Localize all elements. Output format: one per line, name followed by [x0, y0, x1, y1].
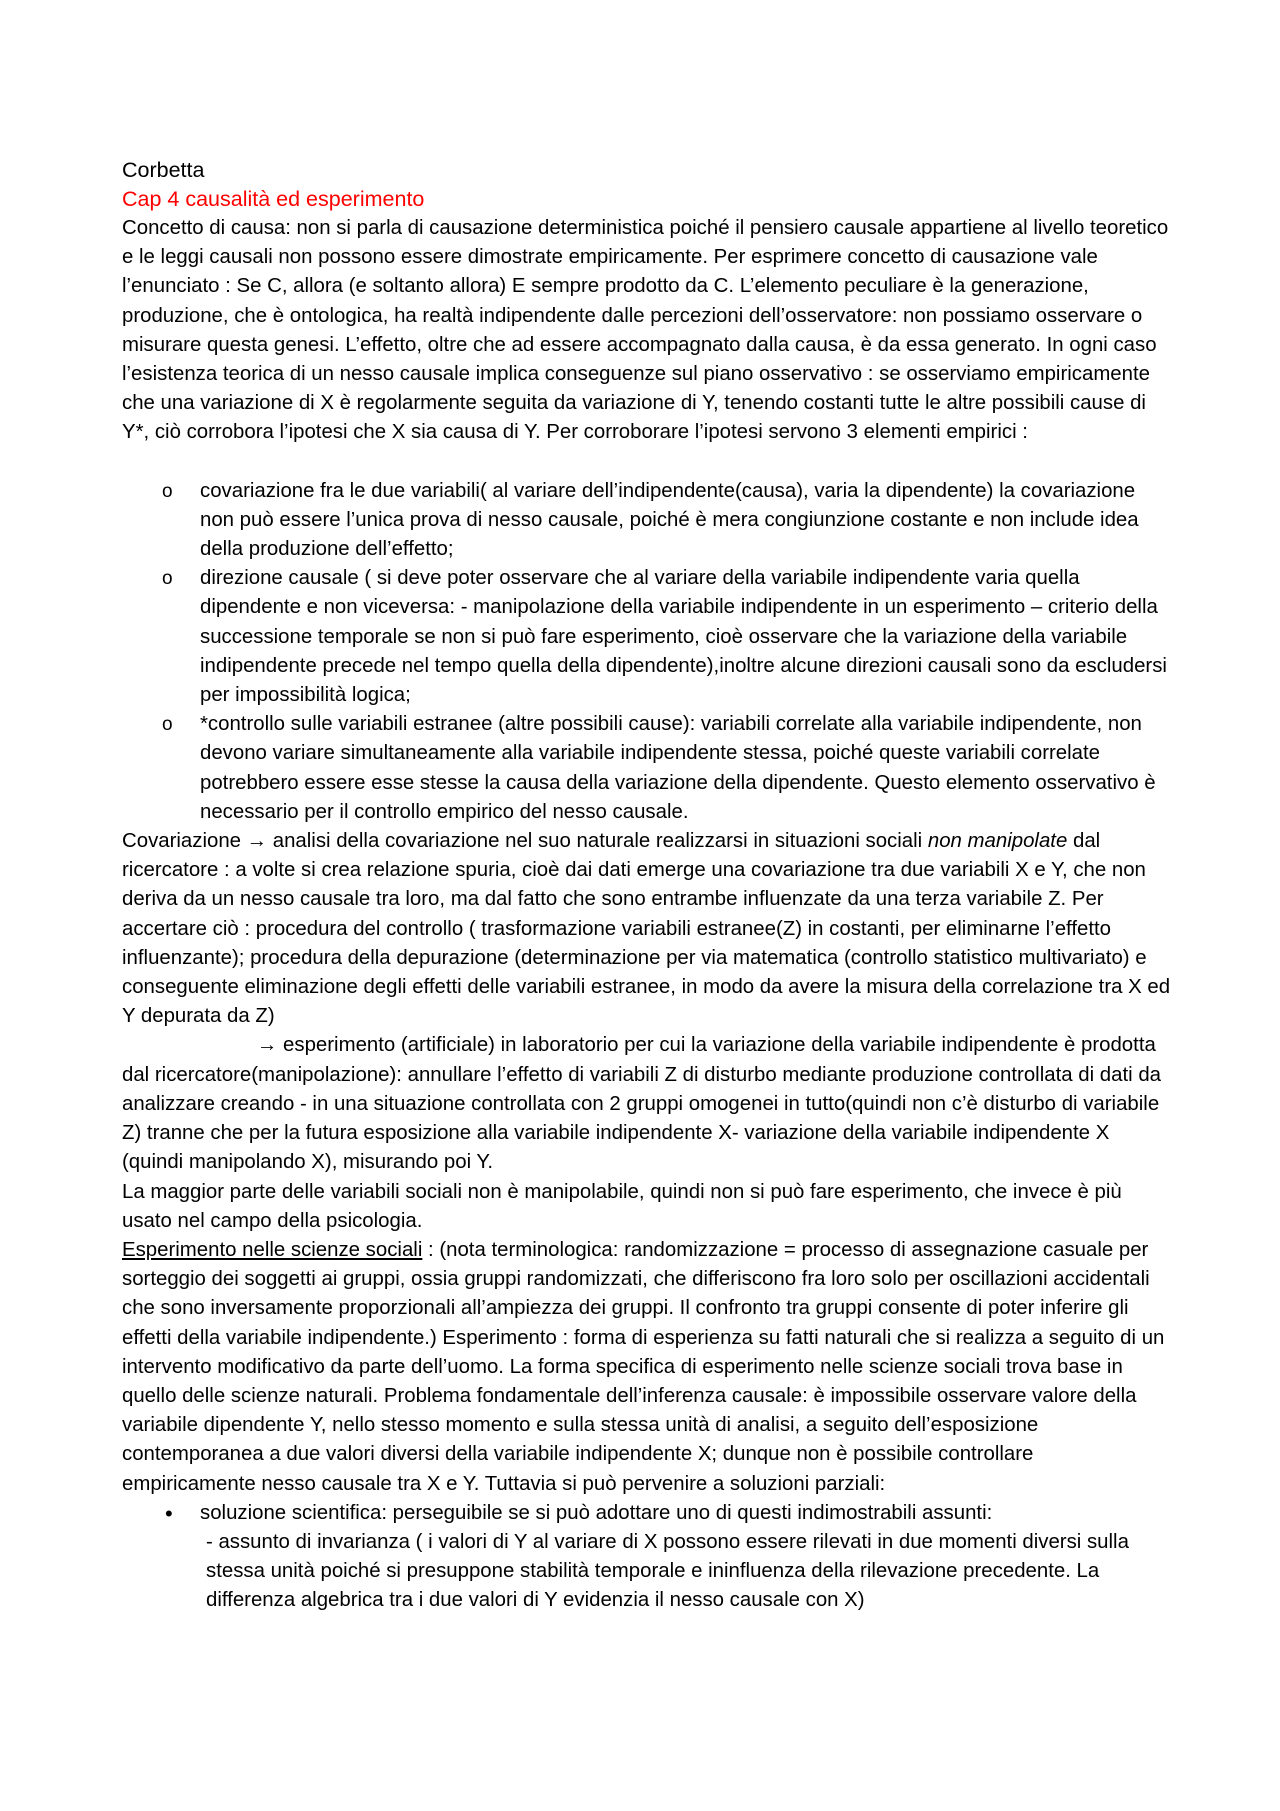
- chapter-title: Cap 4 causalità ed esperimento: [122, 187, 425, 211]
- author-heading: Corbetta: [122, 158, 205, 182]
- empirical-elements-list: [122, 477, 1172, 827]
- arrow-right-icon: →: [257, 1034, 278, 1057]
- list-item: [122, 710, 1172, 827]
- bullet-dot-icon: •: [165, 1500, 173, 1526]
- section-heading: Esperimento nelle scienze sociali: [122, 1238, 423, 1261]
- covariazione-text: analisi della covariazione nel suo naturale realizzarsi in situazioni sociali: [267, 830, 928, 853]
- esperimento-sociale-paragraph: [122, 1236, 1172, 1499]
- list-item: [122, 564, 1172, 710]
- document-content: [122, 156, 1172, 1616]
- covariazione-paragraph: [122, 827, 1172, 1031]
- sub-item-text: - assunto di invarianza ( i valori di Y al variare di X possono essere rilevati in due momenti diversi sulla stessa unità poiché si presuppone stabilità temporale e ininfluenza della rilevazione precedente. La differenza algebrica tra i due valori di Y evidenzia il nesso causale con X): [206, 1530, 1129, 1612]
- list-item: [122, 1499, 1172, 1616]
- list-item-text: soluzione scientifica: perseguibile se si può adottare uno di questi indimostrabili assunti:: [200, 1501, 993, 1524]
- circle-bullet-icon: o: [162, 568, 173, 590]
- soluzioni-list: [122, 1499, 1172, 1616]
- maggior-parte-paragraph: La maggior parte delle variabili sociali non è manipolabile, quindi non si può fare esperimento, che invece è più usato nel campo della psicologia.: [122, 1180, 1122, 1232]
- list-item-text: direzione causale ( si deve poter osservare che al variare della variabile indipendente varia quella dipendente e non viceversa: - manipolazione della variabile indipendente in un esperimento – criterio della successione temporale se non si può fare esperimento, cioè osservare che la variazione della variabile indipendente precede nel tempo quella della dipendente),inoltre alcune direzioni causali sono da escludersi per impossibilità logica;: [200, 567, 1167, 707]
- blank-line: [122, 448, 1172, 477]
- list-item-text: covariazione fra le due variabili( al variare dell’indipendente(causa), varia la dipendente) la covariazione non può essere l’unica prova di nesso causale, poiché è mera congiunzione costante e non include idea della produzione dell’effetto;: [200, 479, 1139, 561]
- esperimento-sociale-text: : (nota terminologica: randomizzazione = processo di assegnazione casuale per sorteggio dei soggetti ai gruppi, ossia gruppi randomizzati, che differiscono fra loro solo per oscillazioni accidentali che sono inversamente proporzionali all’ampiezza dei gruppi. Il confronto tra gruppi consente di poter inferire gli effetti della variabile indipendente.) Esperimento : forma di esperienza su fatti naturali che si realizza a seguito di un intervento modificativo da parte dell’uomo. La forma specifica di esperimento nelle scienze sociali trova base in quello delle scienze naturali. Problema fondamentale dell’inferenza causale: è impossibile osservare valore della variabile dipendente Y, nello stesso momento e sulla stessa unità di analisi, a seguito dell’esposizione contemporanea a due valori diversi della variabile indipendente X; dunque non è possibile controllare empiricamente nesso causale tra X e Y. Tuttavia si può pervenire a soluzioni parziali:: [122, 1238, 1165, 1495]
- italic-phrase: non manipolate: [927, 830, 1068, 853]
- intro-paragraph: Concetto di causa: non si parla di causazione deterministica poiché il pensiero causale appartiene al livello teoretico e le leggi causali non possono essere dimostrate empiricamente. Per esprimere concetto di causazione vale l’enunciato : Se C, allora (e soltanto allora) E sempre prodotto da C. L’elemento peculiare è la generazione, produzione, che è ontologica, ha realtà indipendente dalle percezioni dell’osservatore: non possiamo osservare o misurare questa genesi. L’effetto, oltre che ad essere accompagnato dalla causa, è da essa generato. In ogni caso l’esistenza teorica di un nesso causale implica conseguenze sul piano osservativo : se osserviamo empiricamente che una variazione di X è regolarmente seguita da variazione di Y, tenendo costanti tutte le altre possibili cause di Y*, ciò corrobora l’ipotesi che X sia causa di Y. Per corroborare l’ipotesi servono 3 elementi empirici :: [122, 217, 1169, 444]
- circle-bullet-icon: o: [162, 714, 173, 736]
- circle-bullet-icon: o: [162, 480, 173, 502]
- esperimento-paragraph: [122, 1031, 1172, 1177]
- arrow-right-icon: →: [246, 830, 268, 853]
- list-item-text: *controllo sulle variabili estranee (altre possibili cause): variabili correlate alla variabile indipendente, non devono variare simultaneamente alla variabile indipendente stessa, poiché queste variabili correlate potrebbero essere esse stesse la causa della variazione della dipendente. Questo elemento osservativo è necessario per il controllo empirico del nesso causale.: [200, 713, 1156, 823]
- covariazione-label: Covariazione: [122, 830, 242, 853]
- list-item: [122, 477, 1172, 565]
- covariazione-text-continued: dal ricercatore : a volte si crea relazione spuria, cioè dai dati emerge una covariazione tra due variabili X e Y, che non deriva da un nesso causale tra loro, ma dal fatto che sono entrambe influenzate da una terza variabile Z. Per accertare ciò : procedura del controllo ( trasformazione variabili estranee(Z) in costanti, per eliminarne l’effetto influenzante); procedura della depurazione (determinazione per via matematica (controllo statistico multivariato) e conseguente eliminazione degli effetti delle variabili estranee, in modo da avere la misura della correlazione tra X ed Y depurata da Z): [122, 830, 1171, 1028]
- esperimento-text: esperimento (artificiale) in laboratorio per cui la variazione della variabile indipendente è prodotta dal ricercatore(manipolazione): annullare l’effetto di variabili Z di disturbo mediante produzione controllata di dati da analizzare creando - in una situazione controllata con 2 gruppi omogenei in tutto(quindi non c’è disturbo di variabile Z) tranne che per la futura esposizione alla variabile indipendente X- variazione della variabile indipendente X (quindi manipolando X), misurando poi Y.: [122, 1034, 1161, 1174]
